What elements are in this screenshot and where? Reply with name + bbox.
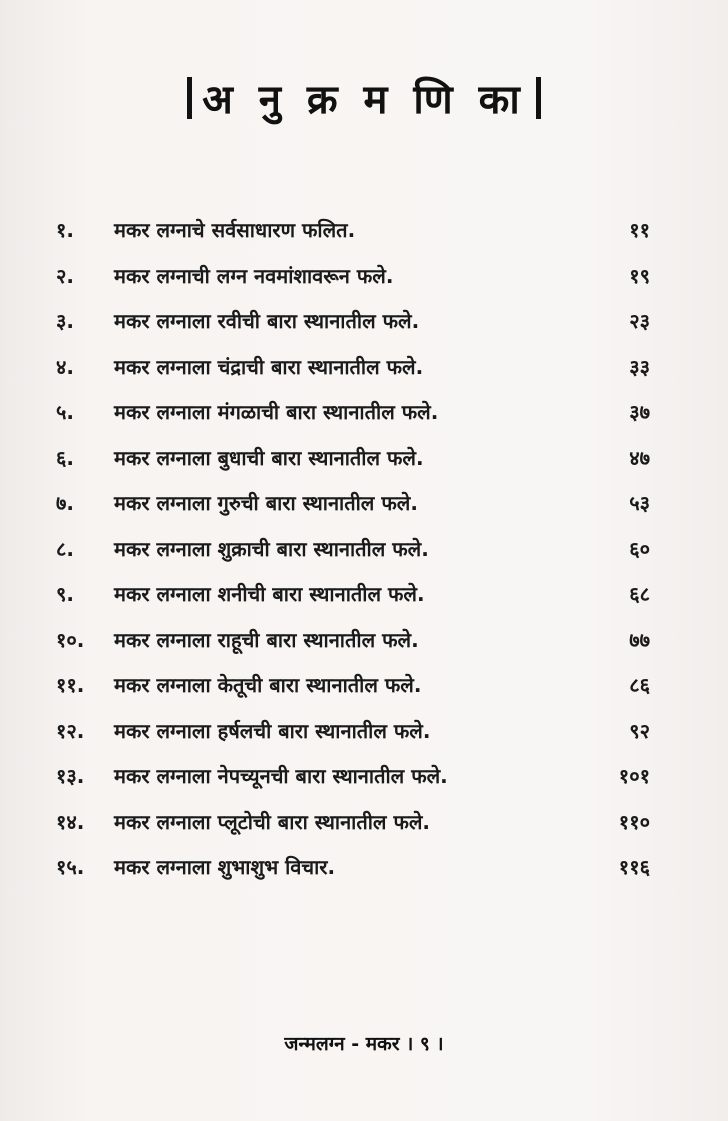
toc-entry-15: [50, 847, 650, 893]
entry-page: ६०: [629, 536, 650, 561]
entry-page: ७७: [629, 627, 650, 652]
entry-number: ७.: [56, 491, 74, 515]
entry-number: १२.: [56, 718, 85, 743]
entry-page: ४७: [629, 445, 650, 470]
entry-page: १०१: [618, 764, 650, 788]
toc-entry-2: [50, 256, 650, 302]
entry-number: ५.: [56, 400, 74, 424]
entry-page: ९२: [629, 718, 650, 743]
toc-entry-12: [50, 711, 650, 757]
entry-title: मकर लग्नाला रवीची बारा स्थानातील फले.: [114, 309, 420, 333]
title-text: अ नु क्र म णि का: [202, 77, 526, 123]
entry-number: ४.: [56, 354, 74, 379]
entry-number: ८.: [56, 536, 74, 561]
toc-entry-9: [50, 574, 650, 620]
toc-entry-13: [50, 756, 650, 802]
title-left-bar: [187, 77, 192, 119]
entry-title: मकर लग्नाला राहूची बारा स्थानातील फले.: [114, 627, 419, 652]
entry-number: ३.: [56, 309, 74, 333]
entry-title: मकर लग्नाला शुक्राची बारा स्थानातील फले.: [114, 536, 429, 561]
entry-page: ११६: [618, 855, 650, 879]
entry-page: १९: [629, 263, 650, 288]
entry-number: १४.: [56, 809, 85, 834]
entry-number: १०.: [56, 627, 85, 652]
entry-page: ५३: [629, 491, 650, 515]
toc-entry-6: [50, 438, 650, 484]
entry-page: ११: [629, 218, 650, 242]
entry-title: मकर लग्नाला गुरुची बारा स्थानातील फले.: [114, 491, 418, 515]
entry-page: ३७: [629, 400, 650, 424]
toc-entry-5: [50, 392, 650, 438]
entry-page: ११०: [618, 809, 650, 834]
entry-page: ३३: [629, 354, 650, 379]
entry-page: ८६: [629, 673, 650, 697]
toc-entry-8: [50, 529, 650, 575]
entry-title: मकर लग्नाची लग्न नवमांशावरून फले.: [114, 263, 394, 288]
entry-title: मकर लग्नाला शुभाशुभ विचार.: [114, 855, 336, 879]
toc-entry-14: [50, 802, 650, 848]
entry-title: मकर लग्नाला केतूची बारा स्थानातील फले.: [114, 673, 422, 697]
entry-title: मकर लग्नाचे सर्वसाधारण फलित.: [114, 218, 356, 242]
entry-title: मकर लग्नाला शनीची बारा स्थानातील फले.: [114, 582, 425, 606]
toc-entry-11: [50, 665, 650, 711]
entry-title: मकर लग्नाला नेपच्यूनची बारा स्थानातील फले.: [114, 764, 448, 788]
entry-title: मकर लग्नाला हर्षलची बारा स्थानातील फले.: [114, 718, 431, 743]
entry-title: मकर लग्नाला प्लूटोची बारा स्थानातील फले.: [114, 809, 431, 834]
toc-entry-1: [50, 210, 650, 256]
entry-page: ६८: [629, 582, 650, 606]
toc-entry-4: [50, 347, 650, 393]
toc-entry-10: [50, 620, 650, 666]
entry-title: मकर लग्नाला चंद्राची बारा स्थानातील फले.: [114, 354, 424, 379]
entry-number: १५.: [56, 855, 85, 879]
entry-number: १३.: [56, 764, 85, 788]
table-of-contents: [50, 210, 650, 893]
toc-entry-3: [50, 301, 650, 347]
entry-number: ६.: [56, 445, 74, 470]
entry-number: २.: [56, 263, 74, 288]
page-title: [0, 70, 728, 125]
entry-page: २३: [629, 309, 650, 333]
toc-entry-7: [50, 483, 650, 529]
title-right-bar: [536, 77, 541, 119]
entry-title: मकर लग्नाला बुधाची बारा स्थानातील फले.: [114, 445, 424, 470]
page-footer: जन्मलग्न - मकर । ९ ।: [284, 1033, 444, 1055]
entry-number: ९.: [56, 582, 74, 606]
entry-number: १.: [56, 218, 74, 242]
entry-title: मकर लग्नाला मंगळाची बारा स्थानातील फले.: [114, 400, 439, 424]
entry-number: ११.: [56, 673, 85, 697]
